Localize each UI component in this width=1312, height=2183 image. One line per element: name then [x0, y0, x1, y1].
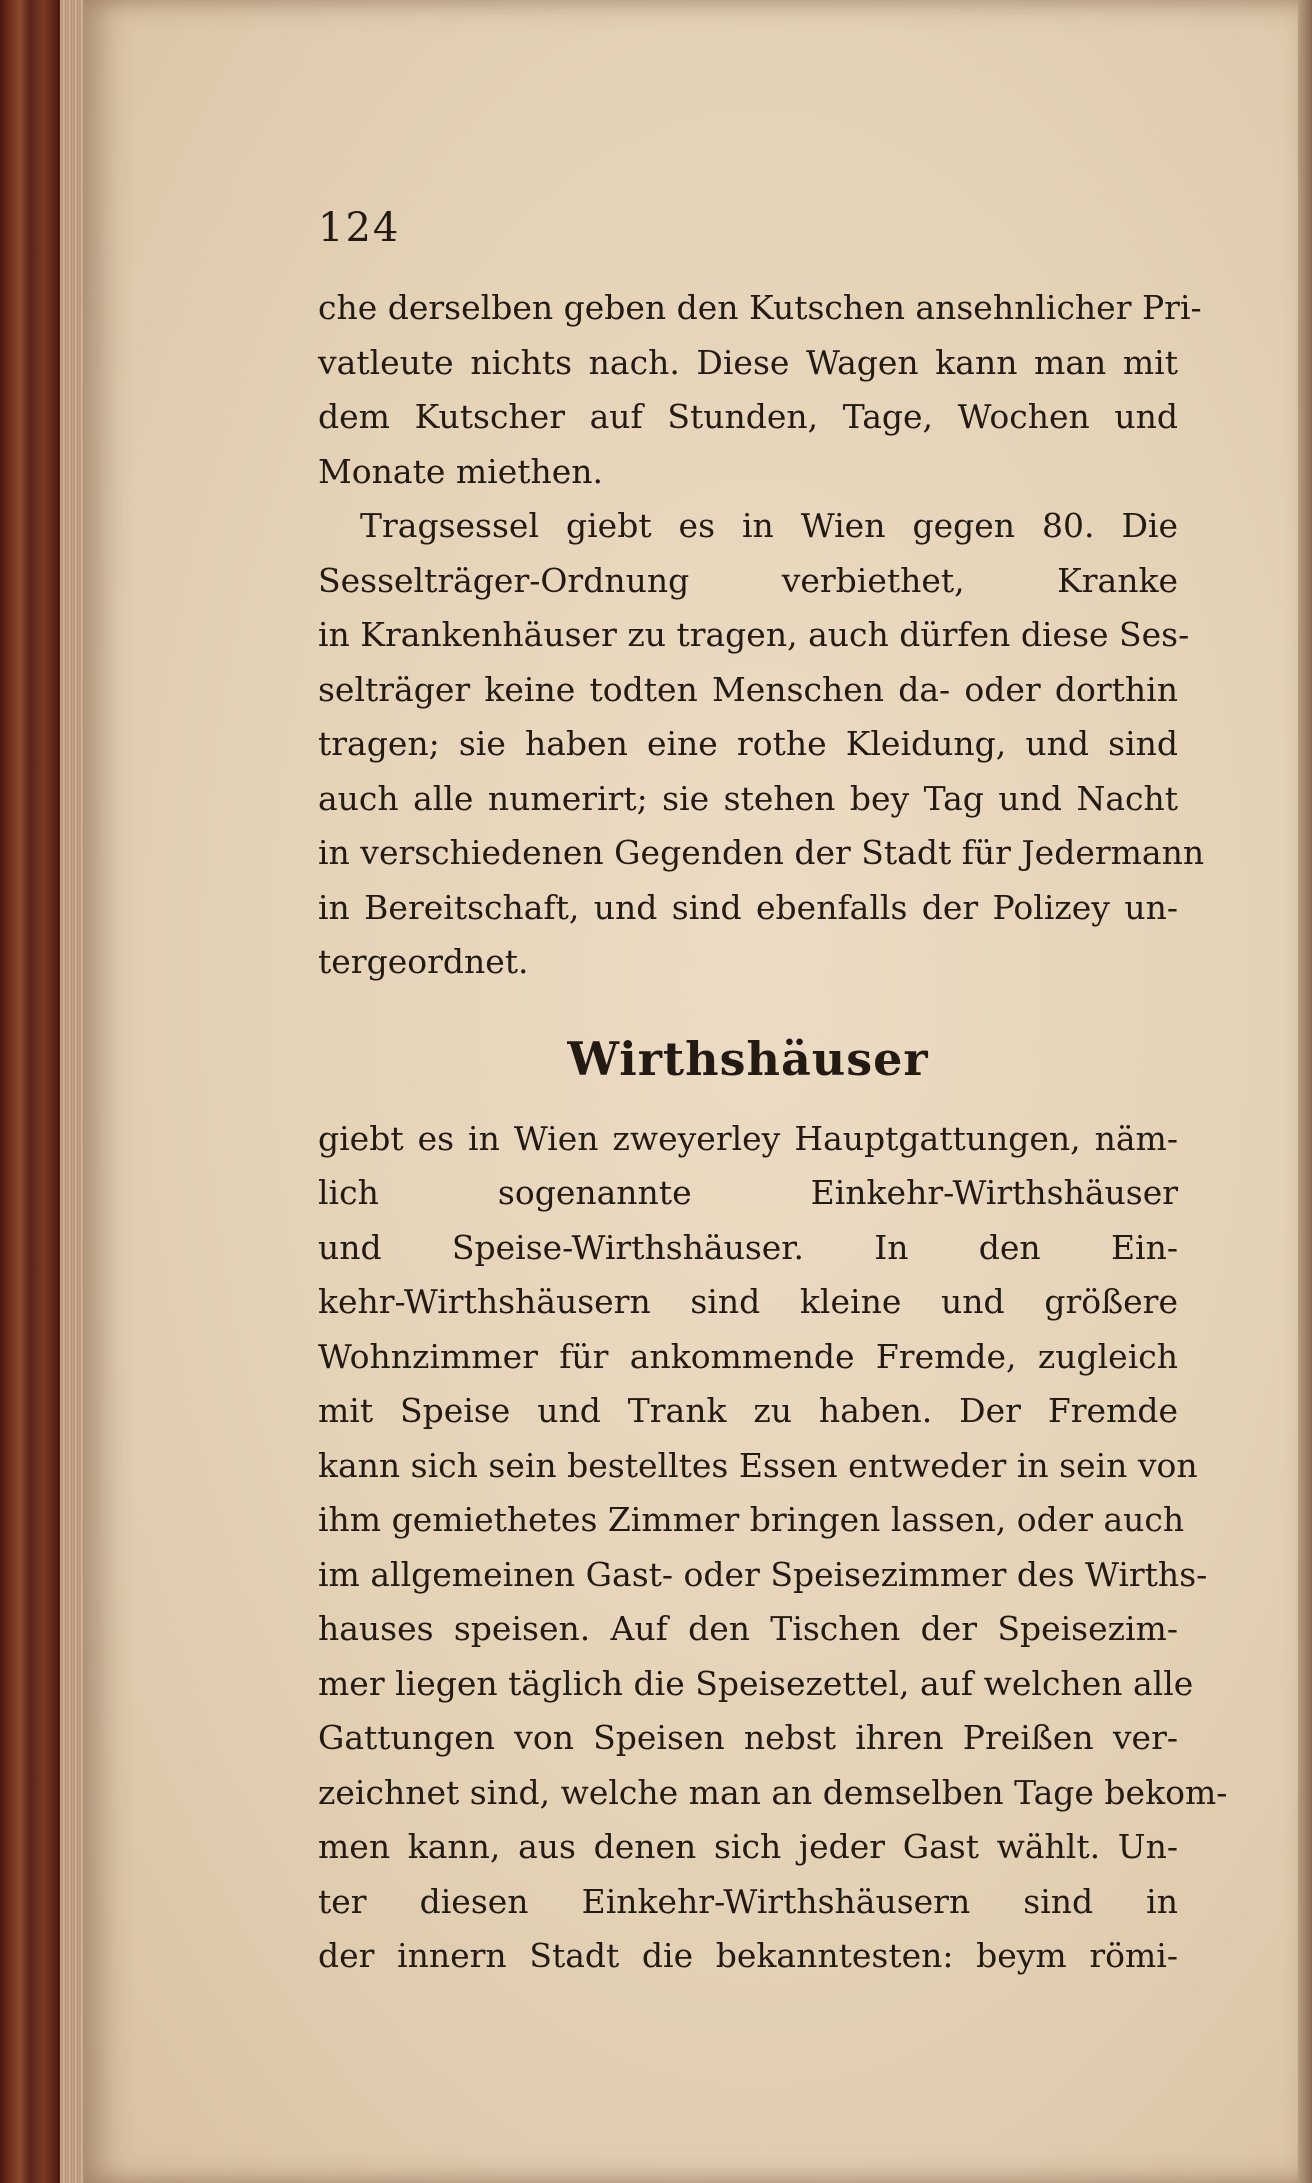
text-line: giebt es in Wien zweyerley Hauptgattungen, näm-: [318, 1118, 1178, 1158]
page-content: [318, 205, 1228, 1984]
text-line: Gattungen von Speisen nebst ihren Preißen ver-: [318, 1718, 1178, 1757]
text-line: tragen; sie haben eine rothe Kleidung, und sind: [318, 724, 1178, 763]
text-line: Monate miethen.: [318, 451, 604, 491]
text-line: in Bereitschaft, und sind ebenfalls der Polizey un-: [318, 887, 1178, 927]
text-line: lich sogenannte Einkehr-Wirthshäuser: [318, 1173, 1178, 1212]
text-line: selträger keine todten Menschen da- oder dorthin: [318, 669, 1178, 709]
paragraph-3: [318, 1112, 1228, 1984]
text-line: auch alle numerirt; sie stehen bey Tag und Nacht: [318, 778, 1178, 818]
text-line: che derselben geben den Kutschen ansehnlicher Pri-: [318, 288, 1202, 327]
text-line: in Krankenhäuser zu tragen, auch dürfen diese Ses-: [318, 615, 1190, 654]
text-line: kann sich sein bestelltes Essen entweder in sein von: [318, 1445, 1198, 1485]
text-line: und Speise-Wirthshäuser. In den Ein-: [318, 1227, 1178, 1267]
text-line: der innern Stadt die bekanntesten: beym römi-: [318, 1936, 1178, 1975]
text-line: im allgemeinen Gast- oder Speisezimmer des Wirths-: [318, 1554, 1208, 1594]
paragraph-2: [318, 499, 1205, 990]
page-right-edge: [1298, 0, 1312, 2183]
section-heading: Wirthshäuser: [567, 1031, 929, 1086]
page-number: 124: [318, 205, 401, 251]
text-line: ter diesen Einkehr-Wirthshäusern sind in: [318, 1881, 1178, 1921]
text-line: mer liegen täglich die Speisezettel, auf welchen alle: [318, 1663, 1194, 1703]
text-line: tergeordnet.: [318, 942, 529, 981]
text-line: Sesselträger-Ordnung verbiethet, Kranke: [318, 560, 1178, 600]
text-line: vatleute nichts nach. Diese Wagen kann man mit: [318, 342, 1178, 382]
text-line: ihm gemiethetes Zimmer bringen lassen, oder auch: [318, 1500, 1185, 1539]
text-line: dem Kutscher auf Stunden, Tage, Wochen und: [318, 397, 1178, 436]
text-line: kehr-Wirthshäusern sind kleine und größere: [318, 1282, 1178, 1321]
paragraph-1: [318, 281, 1202, 499]
text-line: zeichnet sind, welche man an demselben Tage bekom-: [318, 1772, 1228, 1812]
text-line: hauses speisen. Auf den Tischen der Speisezim-: [318, 1609, 1178, 1648]
text-line: men kann, aus denen sich jeder Gast wählt. Un-: [318, 1827, 1178, 1866]
text-line: in verschiedenen Gegenden der Stadt für Jedermann: [318, 833, 1205, 872]
text-line: mit Speise und Trank zu haben. Der Fremde: [318, 1391, 1178, 1430]
text-line: Wohnzimmer für ankommende Fremde, zugleich: [318, 1336, 1178, 1376]
text-line: Tragsessel giebt es in Wien gegen 80. Die: [360, 506, 1178, 545]
